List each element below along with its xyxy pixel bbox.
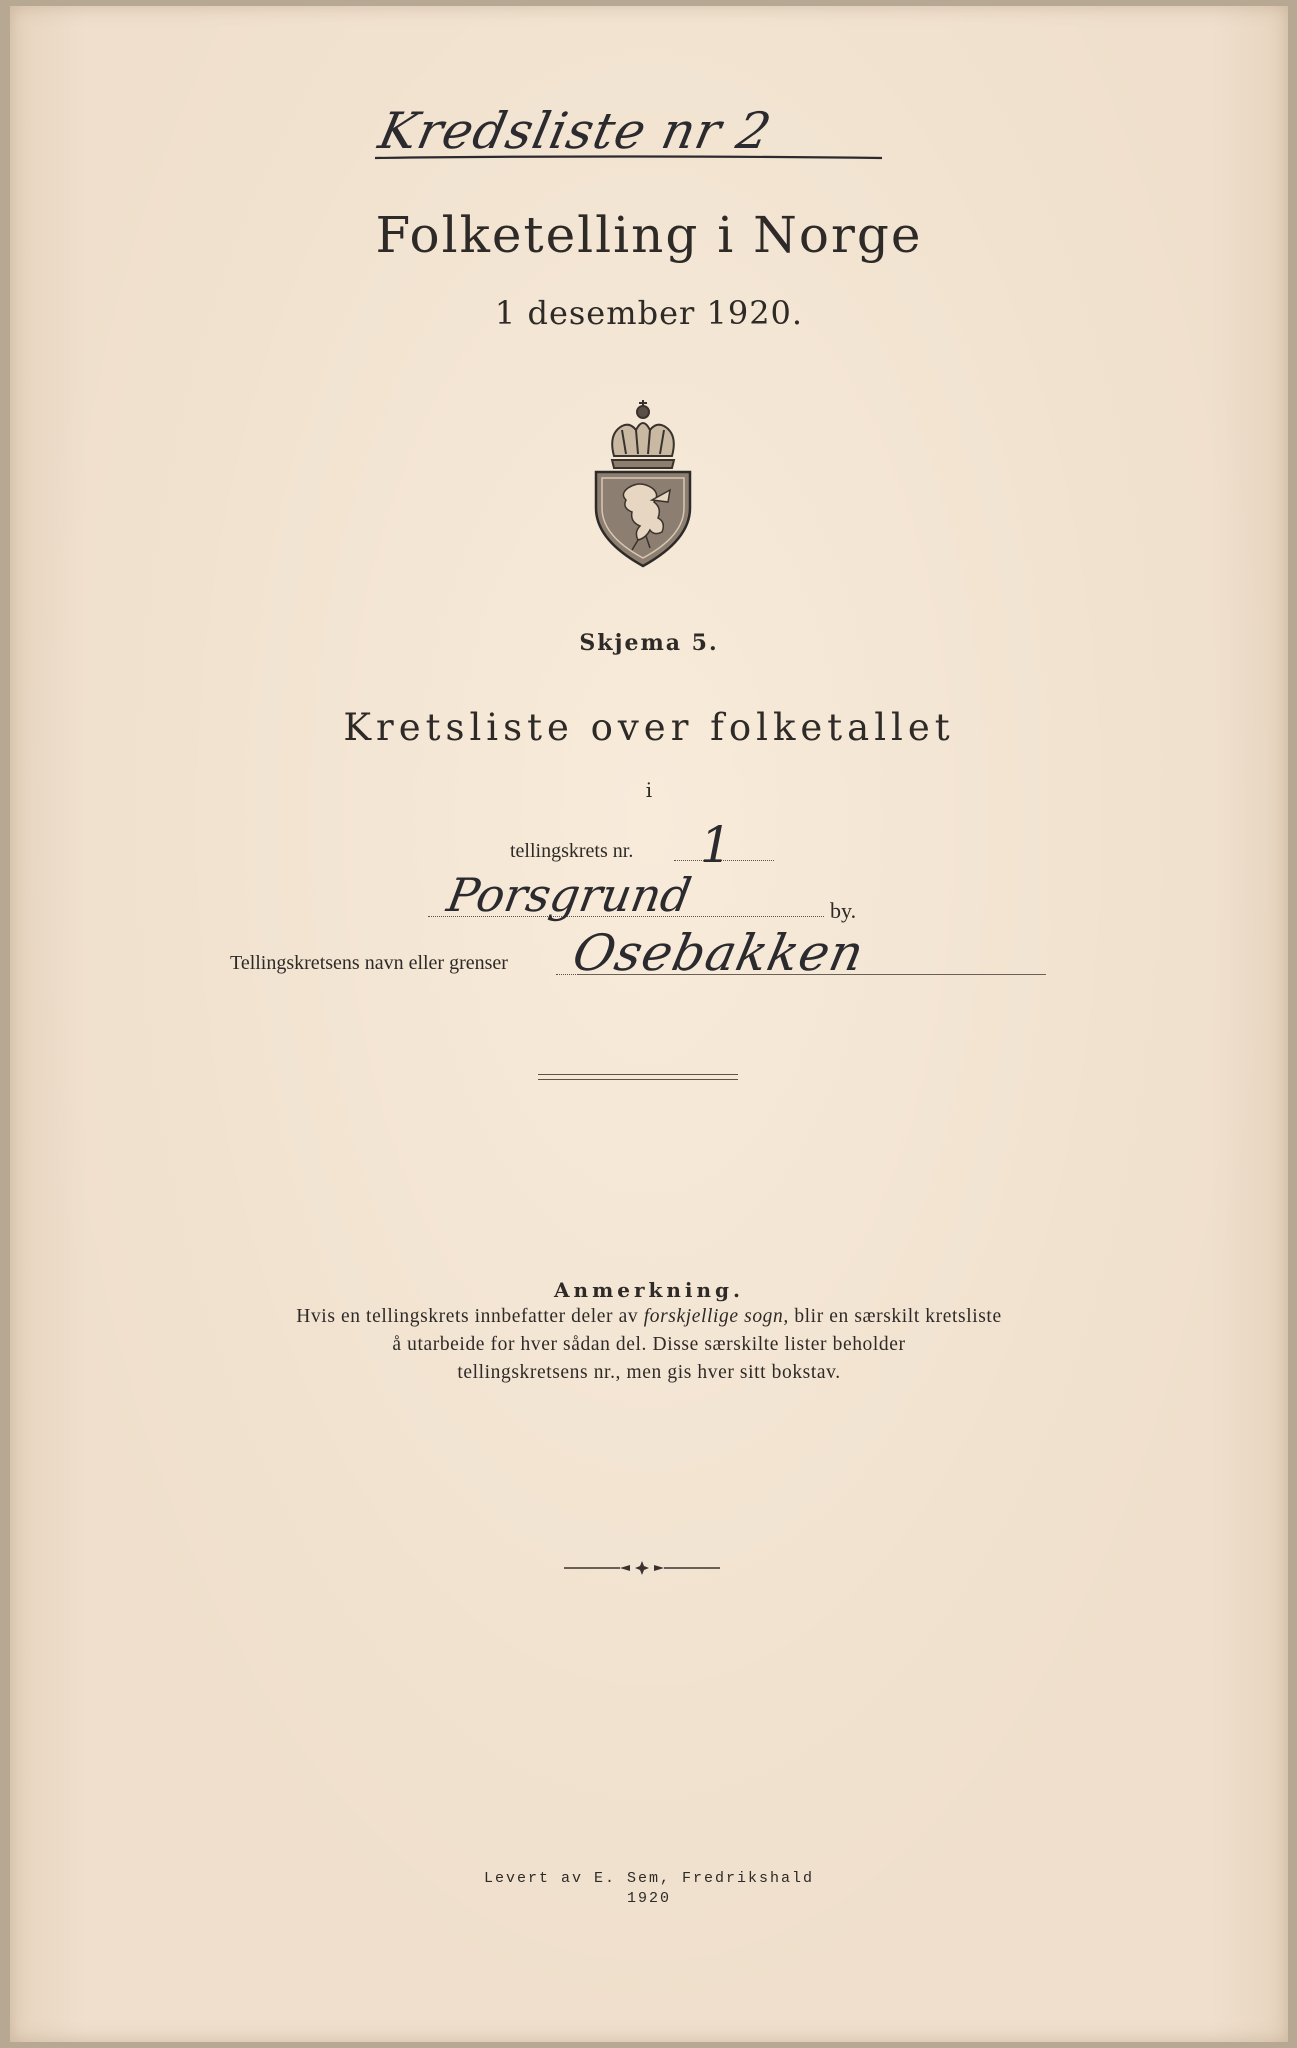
census-date: 1 desember 1920. [494, 294, 804, 332]
handwritten-header-text: Kredsliste nr 2 [373, 102, 777, 160]
note-line-3: tellingskretsens nr., men gis hver sitt bokstav. [457, 1362, 841, 1383]
page-title: Folketelling i Norge [375, 206, 923, 264]
tellingskrets-label: tellingskrets nr. [510, 840, 634, 862]
note-line-2: å utarbeide for hver sådan del. Disse særskilte lister beholder [392, 1334, 906, 1355]
kretsnavn-value: Osebakken [567, 924, 870, 982]
note-line-1-start: Hvis en tellingskrets innbefatter deler av [296, 1306, 644, 1327]
city-value: Porsgrund [443, 868, 696, 922]
double-rule-divider [538, 1074, 738, 1080]
field-kretsnavn [230, 924, 1060, 990]
note-line-1-emphasis: forskjellige sogn, [643, 1306, 789, 1327]
city-suffix: by. [830, 898, 857, 923]
tellingskrets-value: 1 [700, 816, 732, 874]
handwritten-header-note [370, 96, 890, 176]
census-form-page [10, 6, 1288, 2042]
note-line-1 [10, 1306, 1288, 1328]
norwegian-coat-of-arms-icon [588, 390, 698, 568]
field-city [428, 868, 888, 932]
printer-year: 1920 [626, 1890, 671, 1907]
form-subtitle: Kretsliste over folketallet [343, 706, 955, 749]
note-line-1-end: blir en særskilt kretsliste [788, 1306, 1002, 1327]
kretsnavn-label: Tellingskretsens navn eller grenser [230, 952, 508, 974]
header-underline [370, 96, 890, 176]
printer-credit: Levert av E. Sem, Fredrikshald [483, 1870, 815, 1887]
preposition-text: i [645, 778, 653, 802]
schema-number: Skjema 5. [579, 630, 719, 656]
ornament-divider-icon [562, 1558, 722, 1578]
note-title: Anmerkning. [554, 1278, 744, 1302]
